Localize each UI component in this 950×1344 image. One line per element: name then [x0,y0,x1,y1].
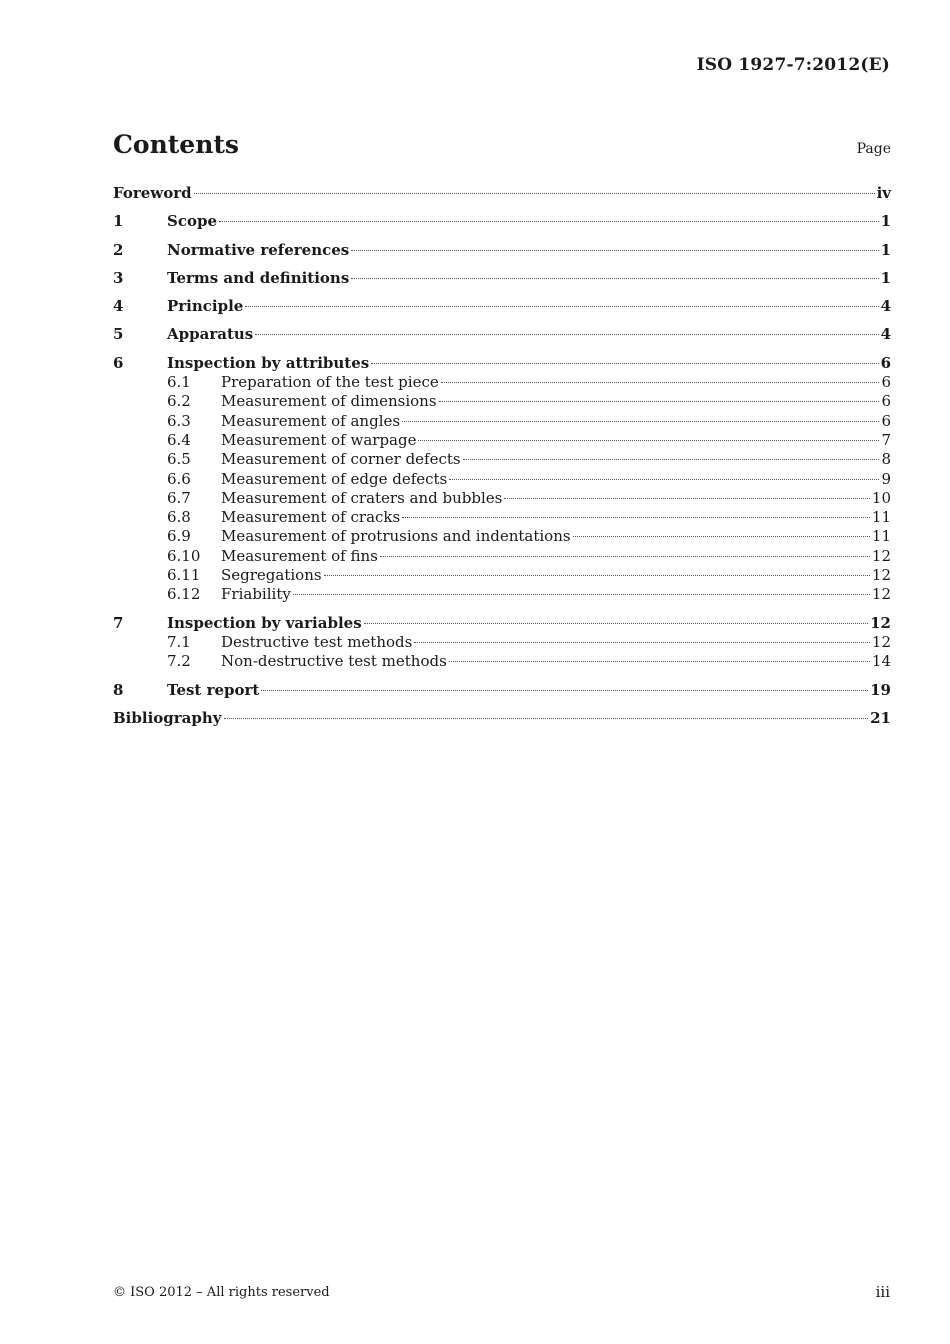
toc-entry-page: 14 [871,652,891,671]
toc-entry-number: 6.11 [167,566,201,585]
toc-entry-title[interactable]: Measurement of craters and bubbles [221,488,503,507]
toc-entry-title[interactable]: Measurement of cracks [221,508,401,527]
toc-entry-title[interactable]: Scope [167,212,218,231]
toc-entry[interactable] [113,269,891,288]
toc-leader-dots [194,193,875,194]
page-number: iii [875,1283,890,1301]
toc-leader-dots [261,690,868,691]
toc-entry-title[interactable]: Measurement of dimensions [221,392,437,411]
toc-entry-title[interactable]: Segregations [221,566,322,585]
toc-entry-number: 8 [113,680,124,699]
contents-title: Contents [113,130,240,159]
toc-entry-number: 4 [113,297,124,316]
toc-leader-dots [439,401,880,402]
toc-entry-title[interactable]: Measurement of fins [221,546,378,565]
toc-entry-number: 3 [113,268,124,287]
toc-entry-number: 2 [113,240,124,259]
toc-entry-number: 6.12 [167,585,201,604]
toc-entry[interactable] [113,614,891,633]
toc-entry-page: 6 [881,373,891,392]
toc-leader-dots [418,440,879,441]
toc-entry[interactable] [113,508,891,527]
toc-entry-title[interactable]: Test report [167,680,260,699]
toc-entry[interactable] [113,470,891,489]
toc-entry[interactable] [113,241,891,260]
toc-entry-page: 12 [871,546,891,565]
toc-entry[interactable] [113,547,891,566]
toc-entry-title[interactable]: Destructive test methods [221,632,413,651]
toc-entry-number: 6 [113,353,124,372]
toc-entry-title[interactable]: Foreword [113,184,192,202]
toc-entry-title[interactable]: Measurement of warpage [221,430,417,449]
toc-entry[interactable] [113,184,891,203]
toc-entry-title[interactable]: Measurement of edge defects [221,469,448,488]
toc-entry[interactable] [113,450,891,469]
toc-entry[interactable] [113,566,891,585]
toc-entry-number: 5 [113,325,124,344]
toc-entry-page: 12 [871,566,891,585]
toc-entry-page: iv [876,184,891,202]
toc-entry-number: 6.10 [167,546,201,565]
toc-entry-title[interactable]: Non-destructive test methods [221,652,447,671]
toc-entry[interactable] [113,527,891,546]
toc-entry-page: 21 [870,708,891,727]
toc-entry[interactable] [113,652,891,671]
toc-entry[interactable] [113,489,891,508]
toc-entry[interactable] [113,709,891,728]
toc-leader-dots [441,382,880,383]
page-column-label: Page [856,141,891,157]
toc-entry-number: 7 [113,613,124,632]
toc-entry-title[interactable]: Preparation of the test piece [221,373,439,392]
toc-leader-dots [324,575,870,576]
toc-entry-page: 1 [880,240,891,259]
toc-entry-title[interactable]: Measurement of angles [221,411,401,430]
toc-entry-title[interactable]: Inspection by attributes [167,353,370,372]
toc-entry-page: 12 [871,632,891,651]
toc-entry-page: 6 [880,353,891,372]
copyright-notice: © ISO 2012 – All rights reserved [113,1285,330,1300]
toc-entry-page: 11 [871,527,891,546]
toc-entry-title[interactable]: Terms and definitions [167,268,350,287]
toc-entry-number: 6.7 [167,488,191,507]
toc-leader-dots [504,498,870,499]
toc-entry-page: 9 [881,469,891,488]
toc-entry-number: 6.1 [167,373,191,392]
toc-entry[interactable] [113,681,891,700]
contents-heading-row [113,130,891,159]
toc-entry[interactable] [113,633,891,652]
toc-entry-number: 6.8 [167,508,191,527]
toc-entry-page: 10 [871,488,891,507]
toc-entry[interactable] [113,431,891,450]
toc-entry-number: 6.5 [167,450,191,469]
toc-entry-page: 12 [870,613,891,632]
toc-leader-dots [449,661,870,662]
toc-entry-title[interactable]: Normative references [167,240,350,259]
toc-entry[interactable] [113,585,891,604]
toc-leader-dots [364,623,868,624]
toc-entry-page: 4 [880,325,891,344]
toc-entry[interactable] [113,354,891,373]
toc-entry[interactable] [113,212,891,231]
toc-entry-page: 12 [871,585,891,604]
toc-entry-page: 6 [881,411,891,430]
document-reference: ISO 1927-7:2012(E) [696,55,890,75]
toc-leader-dots [255,334,878,335]
toc-entry-title[interactable]: Bibliography [113,708,222,727]
toc-leader-dots [402,421,879,422]
toc-entry[interactable] [113,325,891,344]
toc-entry[interactable] [113,297,891,316]
toc-leader-dots [414,642,870,643]
toc-entry-page: 1 [880,268,891,287]
toc-entry[interactable] [113,392,891,411]
toc-leader-dots [402,517,870,518]
toc-entry-number: 6.6 [167,469,191,488]
toc-entry[interactable] [113,373,891,392]
toc-entry-number: 6.2 [167,392,191,411]
toc-entry-page: 6 [881,392,891,411]
toc-leader-dots [573,536,870,537]
toc-entry-title[interactable]: Apparatus [167,325,254,344]
toc-entry-title[interactable]: Measurement of protrusions and indentations [221,527,571,546]
toc-entry-page: 1 [880,212,891,231]
toc-entry-number: 7.2 [167,652,191,671]
toc-entry-page: 7 [881,430,891,449]
toc-entry-title[interactable]: Inspection by variables [167,613,362,632]
toc-leader-dots [219,221,879,222]
toc-leader-dots [224,718,869,719]
toc-entry-number: 6.4 [167,430,191,449]
toc-entry-page: 4 [880,297,891,316]
toc-entry-title[interactable]: Friability [221,585,291,604]
toc-leader-dots [245,306,878,307]
toc-leader-dots [293,594,870,595]
toc-entry-page: 8 [881,450,891,469]
toc-leader-dots [351,278,878,279]
toc-entry-title[interactable]: Measurement of corner defects [221,450,461,469]
toc-leader-dots [380,556,870,557]
toc-leader-dots [351,250,878,251]
table-of-contents [113,184,891,728]
toc-entry-number: 1 [113,212,124,231]
toc-entry-number: 6.3 [167,411,191,430]
toc-leader-dots [371,363,878,364]
toc-entry-number: 6.9 [167,527,191,546]
toc-entry[interactable] [113,412,891,431]
toc-entry-page: 19 [870,680,891,699]
toc-entry-page: 11 [871,508,891,527]
toc-entry-number: 7.1 [167,632,191,651]
toc-leader-dots [449,479,879,480]
toc-entry-title[interactable]: Principle [167,297,244,316]
toc-leader-dots [463,459,880,460]
